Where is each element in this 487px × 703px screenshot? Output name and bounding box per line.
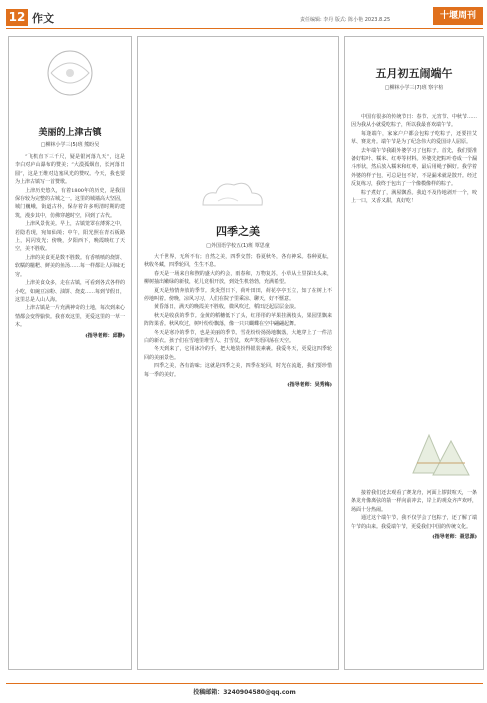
editor-meta: 责任编辑: 李丹 版式: 陈小艳 2023.8.25 [300,17,391,23]
paragraph: 中国有很多的传统节日：春节、元宵节、中秋节……因为我从小就爱吃粽子，所以我最喜欢端午节。 [351,114,477,129]
paragraph: 上津古镇是一片充满神奇的土地，每次到来心情都会变得愉快。我喜欢这里，更爱这里的一草一木。 [15,305,126,329]
article-title: 四季之美 [216,225,260,238]
paragraph: 上津风景优美。早上，古镇笼罩在薄雾之中，若隐若现，宛如仙境；中午，阳光照在青石板路上，闪闪发光；傍晚，夕阳西下，晚霞映红了天空，美不胜收。 [15,221,126,253]
paragraph: 黄昏落日，满天的晚霞美不胜收，微风吹过，稻田泛起层层金浪。 [154,304,300,311]
submission-email: 投稿邮箱：3240904580@qq.com [193,689,296,696]
paragraph: 夏天是热情奔放的季节。炎炎烈日下，荷叶田田，荷花亭亭玉立，知了在树上不停地叫着。傍晚，凉风习习，人们在院子里乘凉、聊天，好不惬意。 [144,287,332,303]
teacher-signature: (指导老师：吴秀梅) [287,382,332,389]
article-title: 五月初五闹端午 [375,67,453,80]
article-author: □柳林小学三(7)班 察宇楦 [384,85,444,91]
page-footer [6,683,483,698]
paragraph: 上津的美食更是数不胜数。有香喷喷的烧饼、软糯的糍粑、鲜美的鱼汤……每一样都让人回味无穷。 [15,254,126,278]
teacher-signature: (指导老师：聂思源) [432,534,477,541]
article-four-seasons [137,36,339,670]
cloud-pattern-icon [198,177,268,217]
paragraph: 大千世界，无所不有；自然之美，四季交替；春夏秋冬，各有神采。春种夏耘，秋收冬藏，四季轮回，生生不息。 [144,254,332,269]
article-dragon-boat [344,36,484,670]
header-rule [6,28,483,29]
article-author: □外国语学校五(1)班 覃思童 [206,243,270,249]
article-body-continued [351,489,477,540]
paragraph: 接着我们还去观看了赛龙舟，河面上锣鼓喧天，一条条龙舟像离弦的箭一样向前冲去，岸上的观众齐声欢呼，场面十分热闹。 [351,490,477,513]
chinese-pattern-icon [39,47,101,99]
section-title: 作文 [32,12,54,25]
article-body [15,153,125,339]
paragraph: 秋天是收获的季节。金黄的稻穗低下了头，红彤彤的苹果挂满枝头，果园里飘来阵阵果香。秋风吹过，树叶纷纷飘落，像一只只蝴蝶在空中翩翩起舞。 [144,312,332,328]
zongzi-illustration-icon [403,423,475,483]
paragraph: 通过这个端午节，我不仅学会了包粽子，还了解了端午节的由来。我爱端午节，更爱我们中国的传统文化。 [351,515,477,530]
paragraph: 四季之美，各有韵味；这就是四季之美，四季在轮回，时光在流逝，我们要珍惜每一季的美好。 [144,363,332,378]
masthead-logo: 十堰周刊 [433,7,483,25]
paragraph: 上津美食众多，走在古镇，可看到各式各样的小吃，如豌豆凉粉、油饼、烧麦……每到节假日，这里总是人山人海。 [15,280,126,303]
paragraph: 上津历史悠久，有着1800年的历史，是我国保存较为完整的古城之一。这里的城墙高大坚固，城门巍峨，街道古朴，保存着许多明清时期的建筑，漫步其中，仿佛穿越时空，回到了古代。 [15,187,126,219]
paragraph: 冬天到来了，它用冰冷的手，把大地装扮得银装素裹。我爱冬天，更爱这四季轮回的美丽景色。 [144,346,332,361]
article-body [144,253,332,388]
article-author: □柳林小学三(5)班 熊盼吴 [40,142,100,148]
article-title: 美丽的上津古镇 [38,128,102,138]
paragraph: 每逢端午，家家户户都会包粽子吃粽子，还要挂艾草、赛龙舟。端午节是为了纪念伟大的爱国诗人屈原。 [351,130,477,146]
paragraph: 冬天是寒冷的季节，也是美丽的季节。雪花纷纷扬扬地飘落，大地穿上了一件洁白的新衣。孩子们在雪地里堆雪人、打雪仗，欢声笑语回荡在天空。 [144,329,332,345]
page-header [0,0,487,30]
paragraph: 去年端午节我跟外婆学习了包粽子。首先，我们要准备好粽叶、糯米、红枣等材料。外婆先把粽叶卷成一个漏斗形状，然后放入糯米和红枣，最后用绳子捆好。我学着外婆的样子包，可总是包不好，不是漏米就是散开。经过反复练习，我终于包出了一个像模像样的粽子。 [351,147,477,188]
paragraph: 粽子煮好了，满屋飘香。我迫不及待地剥开一个，咬上一口，又香又甜，真好吃！ [351,189,477,205]
paragraph: 春天是一场来自和煦的盛大的约会，雨春和，万物复苏，小草从土里探出头来，柳树抽出嫩绿的新枝，花儿竞相开放，到处生机勃勃，充满希望。 [144,270,332,286]
article-shangjin [8,36,132,670]
paragraph: “飞机直下三千尺，疑是银河落九天”，这是李白对庐山瀑布的赞美；“大漠孤烟直，长河落日圆”，这是王维对边塞风光的赞叹。今天，我也要为上津古镇写一首赞歌。 [15,154,125,186]
article-body [351,113,477,205]
teacher-signature: (指导老师：邱静) [85,332,125,339]
page-number: 12 [6,9,28,26]
